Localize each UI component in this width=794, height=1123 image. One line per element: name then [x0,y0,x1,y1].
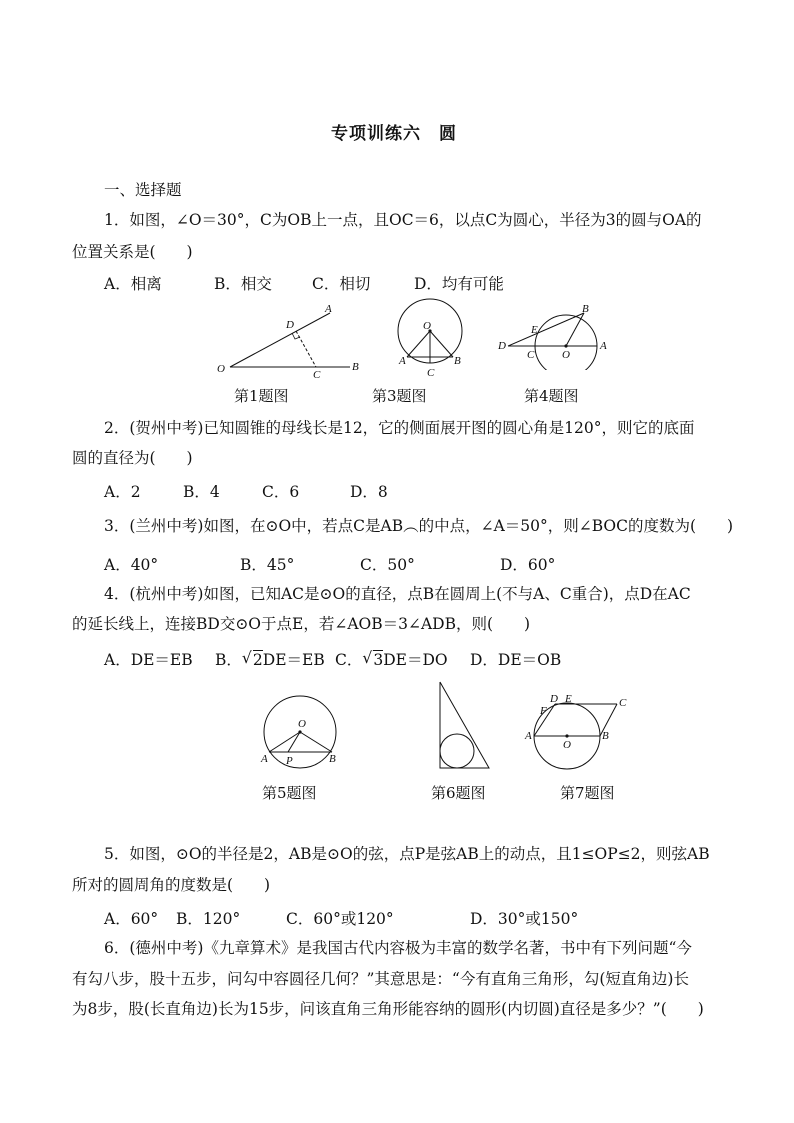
fig3-label-b: B [454,355,461,367]
q6-line2: 有勾八步，股十五步，问勾中容圆径几何？”其意思是：“今有直角三角形，勾(短直角边)长 [72,970,689,988]
q2-option-d: D．8 [350,483,388,501]
fig4-label-c: C [527,349,535,361]
q3-option-b: B．45° [240,556,295,574]
fig4-label-b: B [582,303,589,315]
fig7-label-o: O [563,739,571,751]
q3-option-d: D．60° [500,556,556,574]
figure-6 [430,676,500,772]
fig4-label-o: O [562,349,570,361]
q4-line2: 的延长线上，连接BD交⊙O于点E，若∠AOB＝3∠ADB，则( ) [72,615,531,633]
caption-fig7: 第7题图 [560,784,615,802]
q2-option-c: C．6 [262,483,300,501]
fig7-label-d: D [550,693,558,705]
fig4-label-d: D [498,340,506,352]
figure-7 [522,690,632,770]
q1-option-d: D．均有可能 [414,275,504,293]
q5-line2: 所对的圆周角的度数是( ) [72,876,271,894]
q4-option-b [215,648,325,670]
fig5-label-b: B [329,753,336,765]
fig5-label-a: A [261,753,268,765]
q3-option-a: A．40° [104,556,159,574]
fig1-label-c: C [313,369,321,380]
q4-option-b-prefix: B． [215,651,242,669]
figure-4 [494,300,614,370]
fig5-label-o: O [298,718,306,730]
q4-option-d: D．DE＝OB [470,651,562,669]
fig3-label-o: O [423,320,431,332]
q5-line1: 5．如图，⊙O的半径是2，AB是⊙O的弦，点P是弦AB上的动点，且1≤OP≤2，则弦AB [104,845,710,863]
q1-line2: 位置关系是( ) [72,243,193,261]
fig1-label-d: D [286,319,294,331]
q5-option-c: C．60°或120° [286,910,394,928]
q1-option-b: B．相交 [214,275,272,293]
fig5-label-p: P [286,755,293,767]
fig7-label-c: C [619,697,627,709]
figure-3 [390,294,470,380]
q1-option-c: C．相切 [312,275,371,293]
caption-fig4: 第4题图 [524,387,579,405]
figure-1 [212,300,362,380]
caption-fig6: 第6题图 [431,784,486,802]
q4-option-c-prefix: C． [335,651,363,669]
q2-line2: 圆的直径为( ) [72,449,193,467]
fig1-label-o: O [217,363,225,375]
fig1-label-b: B [352,361,359,373]
q2-option-a: A．2 [104,483,141,501]
q1-line1: 1．如图，∠O＝30°，C为OB上一点，且OC＝6，以点C为圆心，半径为3的圆与OA的 [104,211,702,229]
fig7-label-a: A [525,730,532,742]
q6-line1: 6．(德州中考)《九章算术》是我国古代内容极为丰富的数学名著，书中有下列问题“今 [104,939,692,957]
q3-option-c: C．50° [360,556,415,574]
q5-option-a: A．60° [104,910,159,928]
caption-fig5: 第5题图 [262,784,317,802]
caption-fig1: 第1题图 [234,387,289,405]
section-heading: 一、选择题 [104,181,182,199]
fig1-label-a: A [325,303,332,315]
q4-option-c [335,648,448,670]
fig3-label-a: A [399,355,406,367]
fig4-label-a: A [600,340,607,352]
figure-5 [256,690,346,770]
q2-option-b: B．4 [183,483,220,501]
fig7-label-f: F [540,705,547,717]
fig7-label-e: E [565,693,572,705]
fig3-label-c: C [427,367,435,379]
q5-option-b: B．120° [176,910,241,928]
q5-option-d: D．30°或150° [470,910,579,928]
caption-fig3: 第3题图 [372,387,427,405]
page-title: 专项训练六 圆 [331,124,457,144]
q3-line1: 3．(兰州中考)如图，在⊙O中，若点C是AB︵的中点，∠A＝50°，则∠BOC的度数为( ) [104,517,734,535]
q4-option-b-rest: DE＝EB [262,651,325,669]
q4-line1: 4．(杭州中考)如图，已知AC是⊙O的直径，点B在圆周上(不与A、C重合)，点D在AC [104,585,691,603]
q6-line3: 为8步，股(长直角边)长为15步，问该直角三角形能容纳的圆形(内切圆)直径是多少？”( ) [72,1000,704,1018]
q2-line1: 2．(贺州中考)已知圆锥的母线长是12，它的侧面展开图的圆心角是120°，则它的底面 [104,419,695,437]
q4-option-a: A．DE＝EB [104,651,193,669]
q1-option-a: A．相离 [104,275,162,293]
fig4-label-e: E [531,324,538,336]
sqrt-3: √ 3 [362,651,383,669]
fig7-label-b: B [602,730,609,742]
q4-option-c-rest: DE＝DO [383,651,448,669]
sqrt-2: √ 2 [242,651,263,669]
